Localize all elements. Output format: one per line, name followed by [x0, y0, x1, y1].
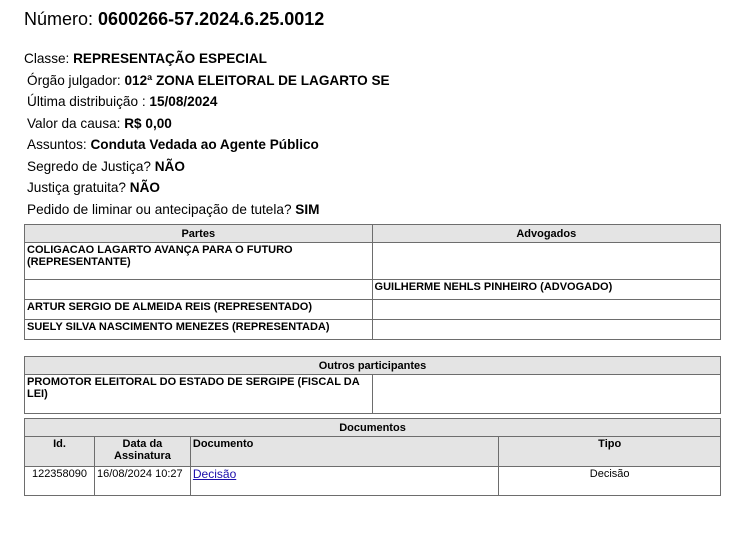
table-row — [25, 320, 721, 340]
field-label: Última distribuição : — [27, 94, 146, 109]
field-value: NÃO — [129, 180, 160, 195]
doc-documento-cell — [190, 467, 498, 496]
table-row — [25, 375, 721, 414]
documentos-header: Documentos — [25, 419, 721, 437]
advogados-header: Advogados — [372, 225, 720, 243]
field-value: Conduta Vedada ao Agente Público — [90, 137, 319, 152]
outros-participantes-table — [24, 356, 721, 414]
outros-participantes-header: Outros participantes — [25, 357, 721, 375]
col-data-header: Data da Assinatura — [94, 437, 190, 467]
col-documento-header: Documento — [190, 437, 498, 467]
parte-cell: ARTUR SERGIO DE ALMEIDA REIS (REPRESENTADO) — [25, 300, 373, 320]
documento-link[interactable]: Decisão — [192, 467, 237, 481]
field-assuntos — [24, 134, 390, 156]
parte-cell: SUELY SILVA NASCIMENTO MENEZES (REPRESENTADA) — [25, 320, 373, 340]
advogado-cell: GUILHERME NEHLS PINHEIRO (ADVOGADO) — [372, 280, 720, 300]
process-number — [24, 9, 324, 30]
field-value: SIM — [295, 201, 320, 217]
field-label: Justiça gratuita? — [27, 180, 126, 195]
field-justica-gratuita — [24, 177, 390, 199]
process-number-label: Número: — [24, 9, 94, 29]
field-label: Classe: — [24, 51, 70, 66]
parte-cell — [25, 280, 373, 300]
field-label: Segredo de Justiça? — [27, 158, 151, 174]
documentos-table — [24, 418, 721, 496]
table-row — [25, 467, 721, 496]
participante-extra-cell — [372, 375, 720, 414]
col-id-header: Id. — [25, 437, 95, 467]
doc-id-cell: 122358090 — [25, 467, 95, 496]
partes-table — [24, 224, 721, 340]
field-label: Assuntos: — [27, 137, 87, 152]
field-valor-causa — [24, 113, 390, 135]
advogado-cell — [372, 243, 720, 280]
advogado-cell — [372, 320, 720, 340]
process-details — [24, 48, 390, 220]
partes-header: Partes — [25, 225, 373, 243]
field-classe — [24, 48, 390, 70]
field-label: Órgão julgador: — [27, 72, 121, 88]
field-label: Pedido de liminar ou antecipação de tutela? — [27, 201, 292, 217]
field-value: 012ª ZONA ELEITORAL DE LAGARTO SE — [124, 72, 390, 88]
field-value: NÃO — [154, 158, 185, 174]
field-value: REPRESENTAÇÃO ESPECIAL — [73, 51, 267, 66]
field-label: Valor da causa: — [27, 115, 121, 131]
table-row — [25, 280, 721, 300]
process-number-value: 0600266-57.2024.6.25.0012 — [98, 9, 325, 29]
advogado-cell — [372, 300, 720, 320]
doc-data-cell: 16/08/2024 10:27 — [94, 467, 190, 496]
participante-cell: PROMOTOR ELEITORAL DO ESTADO DE SERGIPE (FISCAL DA LEI) — [25, 375, 373, 414]
field-value: R$ 0,00 — [124, 115, 172, 131]
field-segredo-justica — [24, 156, 390, 178]
col-tipo-header: Tipo — [499, 437, 721, 467]
field-pedido-liminar — [24, 199, 390, 221]
field-ultima-distribuicao — [24, 91, 390, 113]
table-row — [25, 300, 721, 320]
parte-cell: COLIGACAO LAGARTO AVANÇA PARA O FUTURO (REPRESENTANTE) — [25, 243, 373, 280]
field-value: 15/08/2024 — [149, 94, 218, 109]
field-orgao-julgador — [24, 70, 390, 92]
table-row — [25, 243, 721, 280]
doc-tipo-cell: Decisão — [499, 467, 721, 496]
